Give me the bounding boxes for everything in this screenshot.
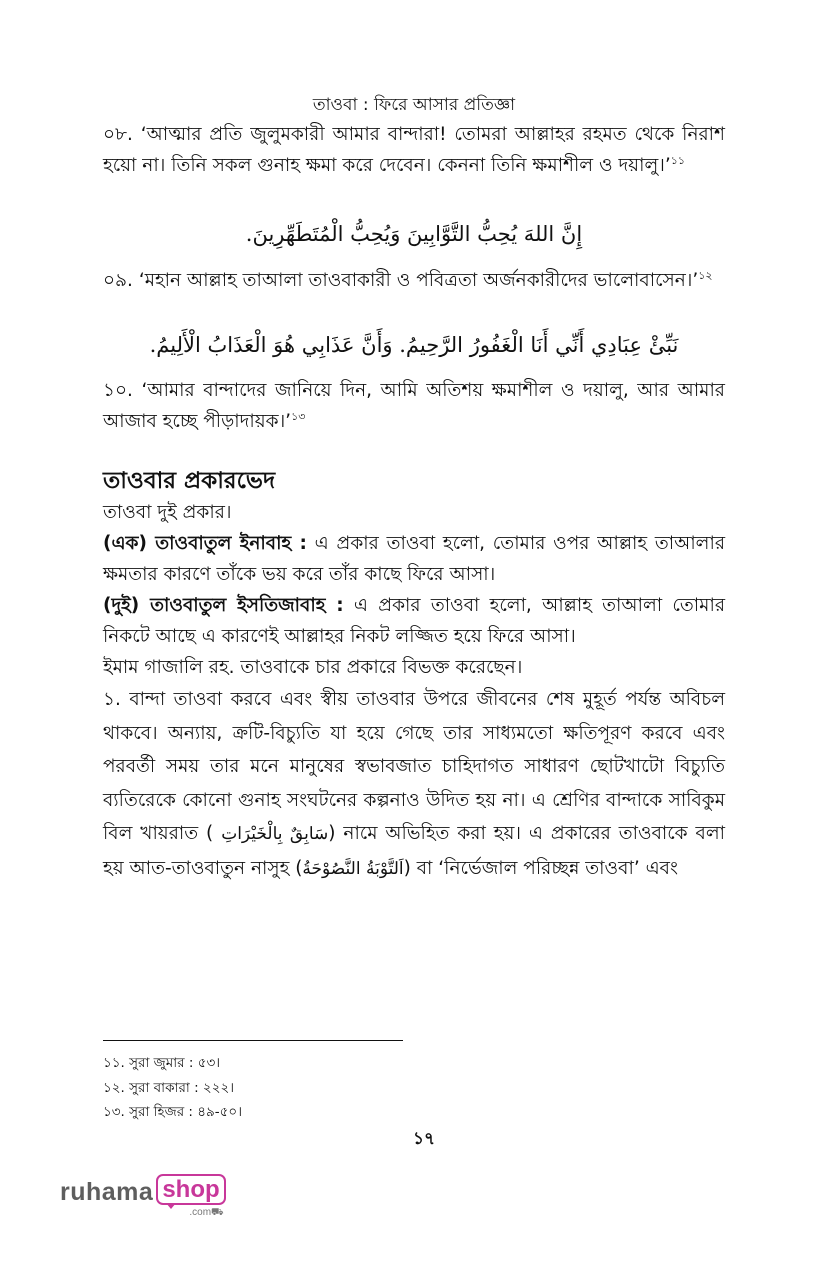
verse-text: ‘মহান আল্লাহ তাআলা তাওবাকারী ও পবিত্রতা অর্জনকারীদের ভালোবাসেন।’ xyxy=(138,270,699,291)
point-text: ১. বান্দা তাওবা করবে এবং স্বীয় তাওবার উপরে জীবনের শেষ মুহূর্ত পর্যন্ত অবিচল থাকবে। অন্যায়, ক্রটি-বিচ্যুতি যা হয়ে গেছে তার সাধ্যমতো ক্ষতিপূরণ করবে এবং পরবর্তী সময় তার মনে মানুষের স্বভাবজাত চাহিদাগত সাধারণ ছোটখাটো বিচ্যুতি ব্যতিরেকে কোনো গুনাহ সংঘটনের কল্পনাও উদিত হয় না। এ শ্রেণির বান্দাকে সাবিকুম বিল খায়রাত ( xyxy=(103,689,725,844)
point-text: ) বা ‘নির্ভেজাল পরিচ্ছন্ন তাওবা’ এবং xyxy=(403,857,678,879)
footnote-ref: ১১ xyxy=(670,153,686,167)
footnote-11: ১১. সুরা জুমার : ৫৩। xyxy=(103,1055,221,1071)
footnote-ref: ১৩ xyxy=(291,409,306,423)
type-label: (এক) তাওবাতুল ইনাবাহ : xyxy=(103,533,307,554)
footnote-divider xyxy=(103,1040,403,1041)
logo-domain-text: .com xyxy=(189,1207,212,1218)
arabic-verse-09: إِنَّ اللهَ يُحِبُّ التَّوَّابِينَ وَيُحِبُّ الْمُتَطَهِّرِينَ. xyxy=(245,222,583,246)
arabic-verse-10: نَبِّئْ عِبَادِي أَنِّي أَنَا الْغَفُورُ الرَّحِيمُ. وَأَنَّ عَذَابِي هُوَ الْعَذَابُ الْأَلِيمُ. xyxy=(149,333,679,357)
tawba-type-1 xyxy=(103,528,725,590)
arabic-inline: سَابِقٌ بِالْخَيْرَاتِ xyxy=(221,824,329,844)
cart-icon: ⛟ xyxy=(211,1207,224,1218)
verse-08 xyxy=(103,119,725,181)
running-head: তাওবা : ফিরে আসার প্রতিজ্ঞা xyxy=(312,95,516,115)
footnote-13: ১৩. সুরা হিজর : ৪৯-৫০। xyxy=(103,1104,243,1120)
verse-number: ০৯. xyxy=(103,270,133,291)
type-label: (দুই) তাওবাতুল ইসতিজাবাহ : xyxy=(103,595,344,616)
logo-shop-bubble xyxy=(156,1176,225,1218)
ruhamashop-logo xyxy=(60,1176,226,1218)
verse-09 xyxy=(103,265,725,296)
page-number: ১৭ xyxy=(412,1129,436,1149)
ghazali-intro: ইমাম গাজালি রহ. তাওবাকে চার প্রকারে বিভক্ত করেছেন। xyxy=(103,657,523,678)
type-text: এ প্রকার তাওবা হলো, আল্লাহ তাআলা তোমার নিকটে আছে এ কারণেই আল্লাহর নিকট লজ্জিত হয়ে ফিরে আসা। xyxy=(103,595,725,647)
verse-text: ‘আত্মার প্রতি জুলুমকারী আমার বান্দারা! তোমরা আল্লাহর রহমত থেকে নিরাশ হয়ো না। তিনি সকল গুনাহ ক্ষমা করে দেবেন। কেননা তিনি ক্ষমাশীল ও দয়ালু।’ xyxy=(103,124,725,176)
verse-10 xyxy=(103,375,725,437)
verse-number: ০৮. xyxy=(103,124,133,145)
arabic-inline: اَلتَّوْبَةُ النَّصُوْحَةُ xyxy=(302,858,404,879)
section-intro: তাওবা দুই প্রকার। xyxy=(103,502,232,523)
footnote-12: ১২. সুরা বাকারা : ২২২। xyxy=(103,1080,235,1096)
section-heading: তাওবার প্রকারভেদ xyxy=(103,468,276,494)
point-1 xyxy=(103,683,725,886)
logo-domain xyxy=(189,1207,223,1220)
logo-text-ruhama: ruhama xyxy=(60,1178,154,1206)
logo-text-shop: shop xyxy=(156,1174,225,1205)
verse-number: ১০. xyxy=(103,380,133,401)
speech-bubble-tail-icon xyxy=(166,1203,176,1209)
tawba-type-2 xyxy=(103,590,725,652)
point-text: ) নামে অভিহিত করা হয়। এ প্রকারের তাওবাকে বলা হয় আত-তাওবাতুন নাসুহ ( xyxy=(103,823,725,879)
type-text: এ প্রকার তাওবা হলো, তোমার ওপর আল্লাহ তাআলার ক্ষমতার কারণে তাঁকে ভয় করে তাঁর কাছে ফিরে আসা। xyxy=(103,533,725,585)
verse-text: ‘আমার বান্দাদের জানিয়ে দিন, আমি অতিশয় ক্ষমাশীল ও দয়ালু, আর আমার আজাব হচ্ছে পীড়াদায়ক।’ xyxy=(103,380,725,432)
footnote-ref: ১২ xyxy=(698,268,713,282)
